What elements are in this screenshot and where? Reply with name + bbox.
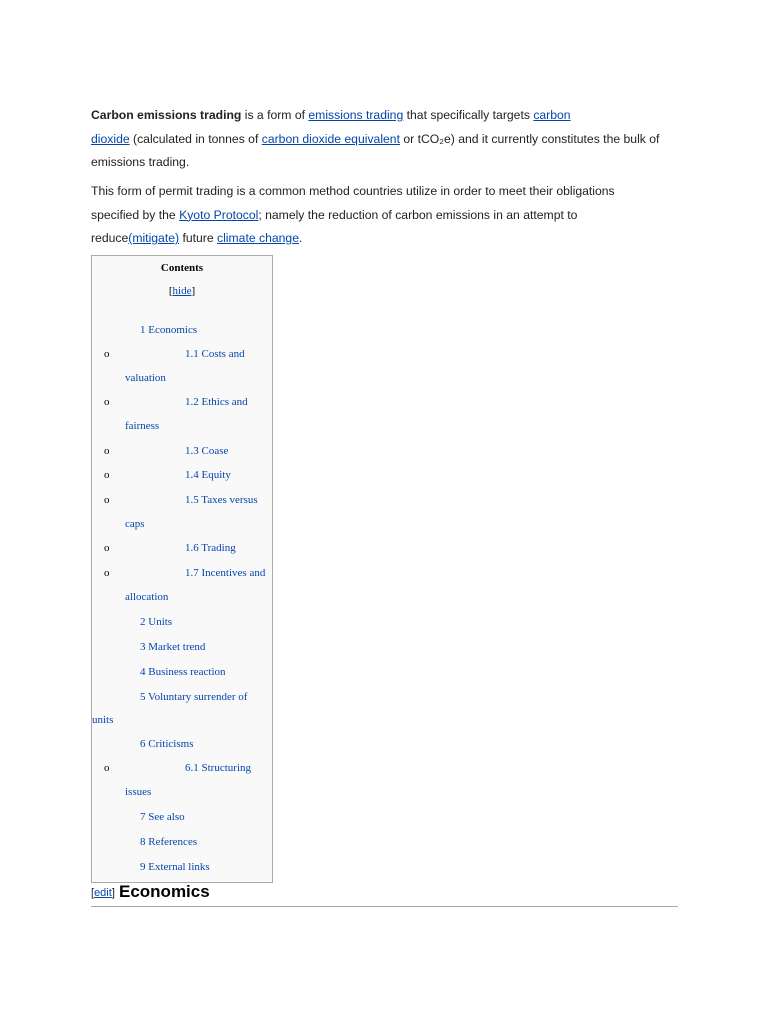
bullet-icon: o <box>104 762 110 774</box>
toc-hide-link[interactable]: hide <box>172 285 192 297</box>
link-climate-change[interactable]: climate change <box>217 231 299 245</box>
section-title: Economics <box>119 882 210 901</box>
bullet-icon: o <box>104 445 110 457</box>
link-carbon-dioxide-part1[interactable]: carbon <box>533 108 571 122</box>
bullet-icon: o <box>104 494 110 506</box>
bullet-icon: o <box>104 567 110 579</box>
bullet-icon: o <box>104 469 110 481</box>
edit-section-link[interactable]: edit <box>94 887 112 899</box>
second-paragraph: This form of permit trading is a common method countries utilize in order to meet their obligations specified by the Kyoto Protocol; namely the reduction of carbon emissions in an attempt to reduce(mitigate) future climate change. <box>91 184 615 245</box>
section-heading-economics <box>91 882 678 907</box>
intro-paragraph: Carbon emissions trading is a form of emissions trading that specifically targets carbon dioxide (calculated in tonnes of carbon dioxide equivalent or tCO₂e) and it currently constitutes the bulk of emissions trading. <box>91 108 660 169</box>
bold-term: Carbon emissions trading <box>91 108 242 122</box>
link-co2-equivalent[interactable]: carbon dioxide equivalent <box>261 131 400 146</box>
link-mitigate[interactable]: (mitigate) <box>128 231 180 245</box>
edit-section-control: [edit] <box>91 887 115 899</box>
table-of-contents: Contents [hide] 1 Economics o 1.1 Costs and valuation o 1.2 Ethics and fairness o 1.3 Coase o 1.4 Equity o 1.5 Taxes versus caps o 1.6 Trading o 1.7 Incentives and allocation 2 Units 3 Market trend 4 Business reaction 5 Voluntary surrender of units 6 Criticisms o 6.1 Structuring issues 7 See also 8 References 9 External links <box>91 255 273 883</box>
bullet-icon: o <box>104 348 110 360</box>
link-kyoto-protocol[interactable]: Kyoto Protocol <box>179 207 259 222</box>
link-carbon-dioxide-part2[interactable]: dioxide <box>91 131 130 146</box>
bullet-icon: o <box>104 542 110 554</box>
bullet-icon: o <box>104 396 110 408</box>
link-emissions-trading[interactable]: emissions trading <box>308 108 404 122</box>
toc-hide-toggle: [hide] <box>168 285 196 297</box>
toc-title: Contents <box>160 262 204 274</box>
